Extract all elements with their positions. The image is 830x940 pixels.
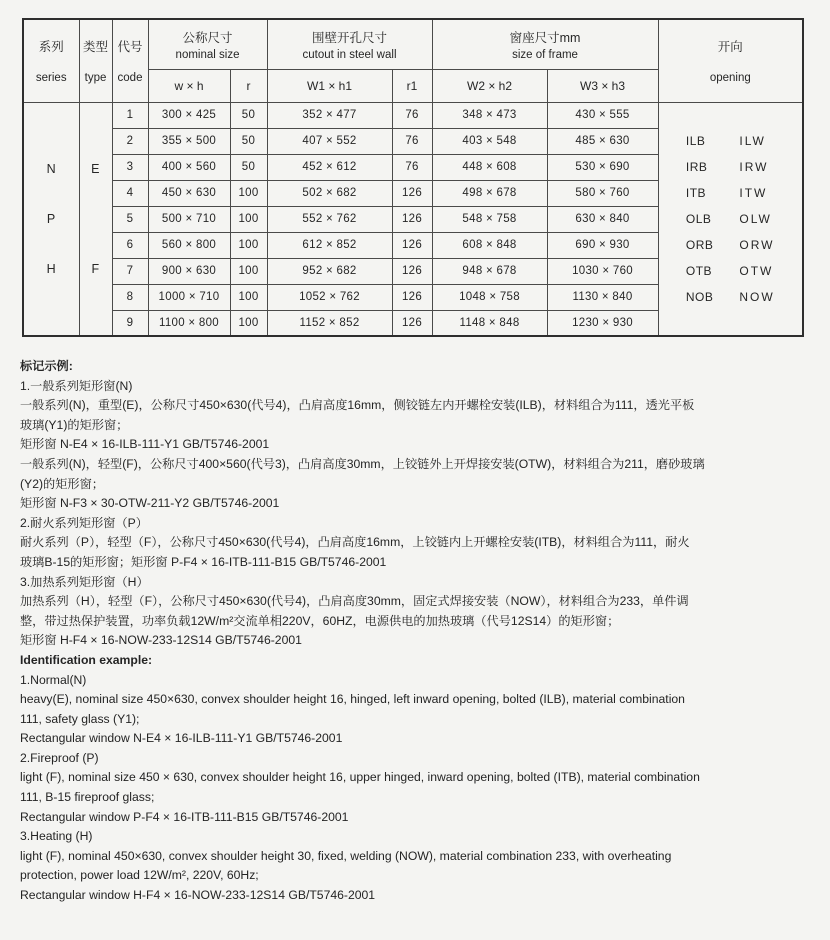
- cell-r1: 126: [392, 206, 432, 232]
- cell-w1h1: 502 × 682: [267, 180, 392, 206]
- col-header-opening-en: opening: [709, 72, 751, 85]
- cell-wh: 1100 × 800: [148, 310, 230, 336]
- note-line: Rectangular window H-F4 × 16-NOW-233-12S14 GB/T5746-2001: [20, 888, 376, 903]
- opening-code: ILB: [685, 133, 706, 148]
- cell-code: 6: [112, 232, 148, 258]
- cell-r: 50: [230, 102, 267, 128]
- opening-code: ITB: [685, 185, 707, 200]
- cell-w1h1: 612 × 852: [267, 232, 392, 258]
- cell-wh: 450 × 630: [148, 180, 230, 206]
- col-header-code: [112, 19, 148, 102]
- cell-w2h2: 448 × 608: [432, 154, 547, 180]
- cell-r1: 126: [392, 310, 432, 336]
- opening-code: ITW: [739, 185, 768, 200]
- note-line: Rectangular window N-E4 × 16-ILB-111-Y1 GB/T5746-2001: [20, 731, 343, 746]
- opening-code: ORW: [739, 237, 775, 252]
- cell-w3h3: 1030 × 760: [547, 258, 658, 284]
- note-line: 一般系列(N)，轻型(F)，公称尺寸400×560(代号3)，凸肩高度30mm，上铰链外上开焊接安装(OTW)，材料组合为211，磨砂玻璃: [20, 456, 705, 471]
- cell-r1: 76: [392, 154, 432, 180]
- note-line: 标记示例:: [20, 359, 73, 373]
- col-header-type-zh: 类型: [82, 40, 108, 55]
- col-header-nominal-en: nominal size: [175, 48, 240, 61]
- col-header-frame-en: size of frame: [512, 48, 578, 61]
- cell-code: 2: [112, 128, 148, 154]
- col-header-code-en: code: [117, 72, 143, 85]
- note-line: 玻璃B-15的矩形窗；矩形窗 P-F4 × 16-ITB-111-B15 GB/T5746-2001: [20, 554, 387, 569]
- note-line: Rectangular window P-F4 × 16-ITB-111-B15 GB/T5746-2001: [20, 809, 349, 824]
- cell-r: 100: [230, 180, 267, 206]
- note-line: 加热系列（H），轻型（F），公称尺寸450×630(代号4)，凸肩高度30mm，固定式焊接安装（NOW），材料组合为233，单件调: [20, 594, 689, 609]
- opening-code: IRW: [739, 159, 769, 174]
- note-line: 耐火系列（P），轻型（F），公称尺寸450×630(代号4)，凸肩高度16mm，上铰链内上开螺栓安装(ITB)，材料组合为111，耐火: [20, 535, 690, 550]
- note-line: (Y2)的矩形窗；: [20, 476, 104, 491]
- cell-w1h1: 1152 × 852: [267, 310, 392, 336]
- col-header-type-en: type: [84, 72, 107, 85]
- note-line: 3.加热系列矩形窗（H）: [20, 574, 149, 589]
- cell-r1: 126: [392, 232, 432, 258]
- col-header-wh: w × h: [148, 69, 230, 102]
- cell-w2h2: 548 × 758: [432, 206, 547, 232]
- note-line: light (F), nominal 450×630, convex shoulder height 30, fixed, welding (NOW), material combination 233, with overheating: [20, 848, 672, 863]
- col-header-nominal-zh: 公称尺寸: [182, 30, 233, 45]
- cell-code: 4: [112, 180, 148, 206]
- col-header-opening: [658, 19, 803, 102]
- col-header-cutout-zh: 围壁开孔尺寸: [312, 30, 388, 45]
- cell-r1: 76: [392, 128, 432, 154]
- col-header-w3h3: W3 × h3: [547, 69, 658, 102]
- opening-code: ILW: [739, 133, 766, 148]
- cell-code: 1: [112, 102, 148, 128]
- cell-wh: 400 × 560: [148, 154, 230, 180]
- cell-w1h1: 407 × 552: [267, 128, 392, 154]
- col-header-w1h1: W1 × h1: [267, 69, 392, 102]
- col-header-frame-zh: 窗座尺寸mm: [509, 30, 581, 45]
- cell-code: 3: [112, 154, 148, 180]
- col-header-type: [79, 19, 112, 102]
- type-letter: F: [91, 261, 100, 276]
- spec-table: [22, 18, 804, 337]
- cell-wh: 1000 × 710: [148, 284, 230, 310]
- note-line: 1.一般系列矩形窗(N): [20, 378, 133, 393]
- cell-code: 9: [112, 310, 148, 336]
- series-letter: P: [46, 211, 56, 226]
- col-header-r1: r1: [392, 69, 432, 102]
- type-cell: [79, 102, 112, 336]
- col-header-cutout: [267, 19, 432, 69]
- note-line: 矩形窗 H-F4 × 16-NOW-233-12S14 GB/T5746-2001: [20, 633, 302, 648]
- table-row: [23, 102, 803, 128]
- cell-w3h3: 485 × 630: [547, 128, 658, 154]
- opening-code: OLW: [739, 211, 772, 226]
- note-line: 1.Normal(N): [20, 672, 87, 687]
- cell-w2h2: 608 × 848: [432, 232, 547, 258]
- opening-cell: [658, 102, 803, 336]
- note-line: Identification example:: [20, 652, 153, 667]
- cell-w3h3: 430 × 555: [547, 102, 658, 128]
- marking-examples-text: [20, 357, 820, 906]
- cell-wh: 500 × 710: [148, 206, 230, 232]
- cell-wh: 900 × 630: [148, 258, 230, 284]
- cell-r1: 126: [392, 258, 432, 284]
- cell-r: 100: [230, 258, 267, 284]
- col-header-series: [23, 19, 79, 102]
- cell-wh: 300 × 425: [148, 102, 230, 128]
- note-line: 整，带过热保护装置，功率负载12W/m²交流单相220V，60HZ，电源供电的加热玻璃（代号12S14）的矩形窗；: [20, 613, 620, 628]
- cell-r: 100: [230, 232, 267, 258]
- cell-code: 7: [112, 258, 148, 284]
- cell-r: 100: [230, 310, 267, 336]
- cell-w1h1: 352 × 477: [267, 102, 392, 128]
- opening-code: ORB: [685, 237, 714, 252]
- note-line: protection, power load 12W/m², 220V, 60Hz;: [20, 868, 259, 883]
- col-header-nominal-size: [148, 19, 267, 69]
- cell-wh: 560 × 800: [148, 232, 230, 258]
- series-letter: N: [46, 161, 56, 176]
- series-cell: [23, 102, 79, 336]
- cell-w2h2: 1048 × 758: [432, 284, 547, 310]
- note-line: 2.耐火系列矩形窗（P）: [20, 515, 148, 530]
- note-line: 111, B-15 fireproof glass;: [20, 790, 155, 805]
- cell-w3h3: 530 × 690: [547, 154, 658, 180]
- cell-w3h3: 630 × 840: [547, 206, 658, 232]
- cell-r: 100: [230, 206, 267, 232]
- col-header-series-zh: 系列: [38, 40, 64, 55]
- cell-w2h2: 498 × 678: [432, 180, 547, 206]
- note-line: 矩形窗 N-E4 × 16-ILB-111-Y1 GB/T5746-2001: [20, 437, 270, 452]
- cell-w3h3: 1130 × 840: [547, 284, 658, 310]
- note-line: light (F), nominal size 450 × 630, convex shoulder height 16, upper hinged, inward opening, bolted (ITB), material combination: [20, 770, 700, 785]
- cell-wh: 355 × 500: [148, 128, 230, 154]
- opening-code: OTB: [685, 263, 713, 278]
- cell-w3h3: 690 × 930: [547, 232, 658, 258]
- header-row-groups: [23, 19, 803, 69]
- opening-code: OLB: [685, 211, 712, 226]
- opening-code: NOW: [739, 289, 775, 304]
- opening-code: OTW: [739, 263, 774, 278]
- cell-w2h2: 948 × 678: [432, 258, 547, 284]
- col-header-cutout-en: cutout in steel wall: [302, 48, 397, 61]
- note-line: 矩形窗 N-F3 × 30-OTW-211-Y2 GB/T5746-2001: [20, 496, 280, 511]
- note-line: heavy(E), nominal size 450×630, convex shoulder height 16, hinged, left inward opening, bolted (ILB), material combination: [20, 692, 685, 707]
- cell-r: 50: [230, 154, 267, 180]
- note-line: 3.Heating (H): [20, 829, 93, 844]
- col-header-code-zh: 代号: [117, 40, 143, 55]
- cell-w1h1: 452 × 612: [267, 154, 392, 180]
- cell-r1: 126: [392, 284, 432, 310]
- opening-code: NOB: [685, 289, 714, 304]
- note-line: 一般系列(N)，重型(E)，公称尺寸450×630(代号4)，凸肩高度16mm，侧铰链左内开螺栓安装(ILB)，材料组合为111，透光平板: [20, 398, 695, 413]
- opening-code: IRB: [685, 159, 708, 174]
- cell-code: 8: [112, 284, 148, 310]
- series-letter: H: [46, 261, 56, 276]
- cell-w2h2: 348 × 473: [432, 102, 547, 128]
- note-line: 111, safety glass (Y1);: [20, 711, 140, 726]
- cell-w2h2: 1148 × 848: [432, 310, 547, 336]
- note-line: 2.Fireproof (P): [20, 750, 99, 765]
- cell-w2h2: 403 × 548: [432, 128, 547, 154]
- col-header-r: r: [230, 69, 267, 102]
- col-header-frame: [432, 19, 658, 69]
- cell-w3h3: 1230 × 930: [547, 310, 658, 336]
- cell-w1h1: 1052 × 762: [267, 284, 392, 310]
- cell-r: 50: [230, 128, 267, 154]
- cell-w3h3: 580 × 760: [547, 180, 658, 206]
- cell-w1h1: 952 × 682: [267, 258, 392, 284]
- cell-r1: 76: [392, 102, 432, 128]
- col-header-w2h2: W2 × h2: [432, 69, 547, 102]
- col-header-series-en: series: [35, 72, 67, 85]
- cell-r: 100: [230, 284, 267, 310]
- cell-r1: 126: [392, 180, 432, 206]
- note-line: 玻璃(Y1)的矩形窗；: [20, 417, 129, 432]
- col-header-opening-zh: 开向: [717, 40, 743, 55]
- type-letter: E: [91, 161, 100, 176]
- cell-code: 5: [112, 206, 148, 232]
- cell-w1h1: 552 × 762: [267, 206, 392, 232]
